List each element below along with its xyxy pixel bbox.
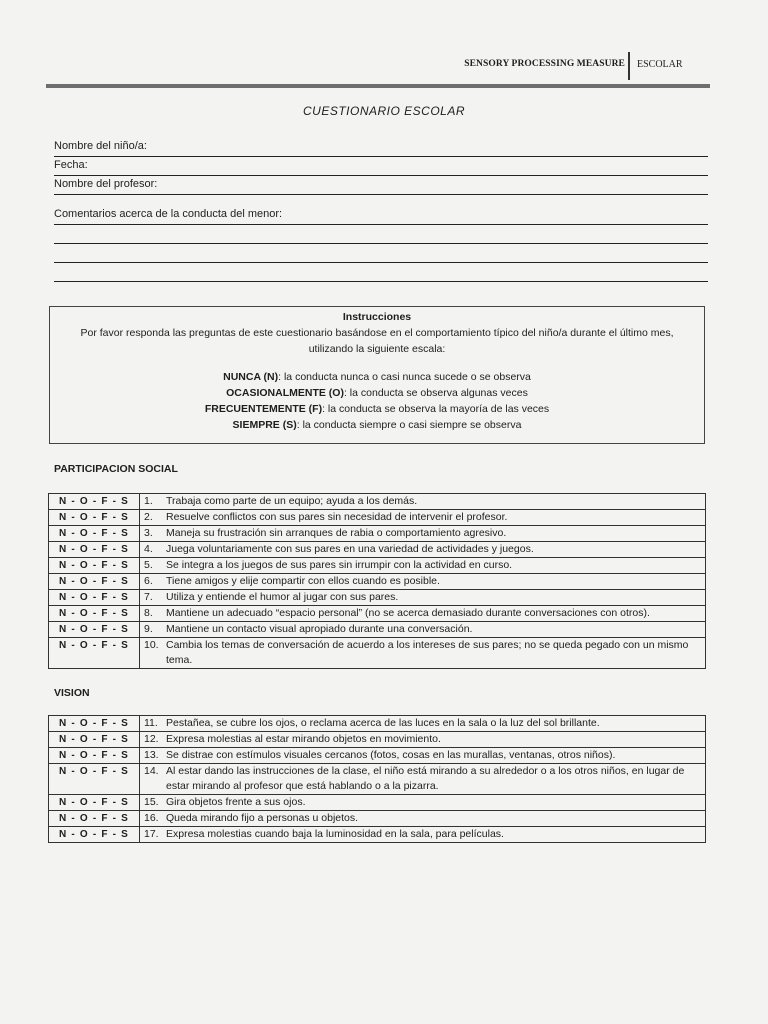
rating-scale-cell[interactable]: N - O - F - S xyxy=(49,811,140,827)
question-cell xyxy=(140,795,706,811)
rating-scale-cell[interactable]: N - O - F - S xyxy=(49,494,140,510)
question-row xyxy=(49,811,706,827)
instructions-title: Instrucciones xyxy=(342,311,412,323)
question-number: 16. xyxy=(144,812,159,824)
question-cell xyxy=(140,811,706,827)
child-name-field[interactable]: Nombre del niño/a: xyxy=(54,138,708,157)
question-cell xyxy=(140,510,706,526)
rating-scale-cell[interactable]: N - O - F - S xyxy=(49,638,140,669)
rating-scale-cell[interactable]: N - O - F - S xyxy=(49,526,140,542)
teacher-name-field[interactable]: Nombre del profesor: xyxy=(54,176,708,195)
instructions-box xyxy=(49,306,705,444)
question-cell xyxy=(140,827,706,843)
question-cell xyxy=(140,526,706,542)
question-cell xyxy=(140,606,706,622)
question-number: 11. xyxy=(144,717,158,729)
question-cell xyxy=(140,638,706,669)
question-number: 15. xyxy=(144,796,159,808)
rating-scale-cell[interactable]: N - O - F - S xyxy=(49,732,140,748)
question-number: 14. xyxy=(144,765,159,777)
question-number: 13. xyxy=(144,749,159,761)
question-row xyxy=(49,606,706,622)
scale-item-frecuentemente: FRECUENTEMENTE (F): la conducta se observa la mayoría de las veces xyxy=(204,403,550,415)
section-title-social: PARTICIPACION SOCIAL xyxy=(54,463,178,475)
question-text: Mantiene un contacto visual apropiado durante una conversación. xyxy=(166,623,473,635)
question-number: 9. xyxy=(144,623,153,635)
page-header xyxy=(0,52,768,84)
rating-scale-cell[interactable]: N - O - F - S xyxy=(49,764,140,795)
question-number: 2. xyxy=(144,511,153,523)
vision-table xyxy=(48,715,706,843)
question-number: 17. xyxy=(144,828,159,840)
question-cell xyxy=(140,732,706,748)
question-cell xyxy=(140,574,706,590)
rating-scale-cell[interactable]: N - O - F - S xyxy=(49,574,140,590)
question-row xyxy=(49,494,706,510)
question-row xyxy=(49,748,706,764)
rating-scale-cell[interactable]: N - O - F - S xyxy=(49,716,140,732)
header-title: SENSORY PROCESSING MEASURE xyxy=(464,59,625,69)
question-row xyxy=(49,526,706,542)
question-number: 5. xyxy=(144,559,153,571)
question-text: Expresa molestias al estar mirando objetos en movimiento. xyxy=(166,733,441,745)
question-text: Expresa molestias cuando baja la luminosidad en la sala, para películas. xyxy=(166,828,504,840)
rating-scale-cell[interactable]: N - O - F - S xyxy=(49,558,140,574)
question-row xyxy=(49,638,706,669)
scale-item-ocasionalmente: OCASIONALMENTE (O): la conducta se observa algunas veces xyxy=(226,387,528,399)
question-text: Cambia los temas de conversación de acuerdo a los intereses de sus pares; no se queda pegado con un mismo tema. xyxy=(166,639,689,666)
rating-scale-cell[interactable]: N - O - F - S xyxy=(49,827,140,843)
rating-scale-cell[interactable]: N - O - F - S xyxy=(49,795,140,811)
question-row xyxy=(49,622,706,638)
question-text: Se distrae con estímulos visuales cercanos (fotos, cosas en las murallas, ventanas, otros niños). xyxy=(166,749,616,761)
question-number: 10. xyxy=(144,639,159,651)
social-participation-table xyxy=(48,493,706,669)
question-cell xyxy=(140,716,706,732)
question-row xyxy=(49,716,706,732)
question-text: Tiene amigos y elije compartir con ellos cuando es posible. xyxy=(166,575,440,587)
comments-line[interactable] xyxy=(54,244,708,263)
header-rule xyxy=(46,84,710,88)
question-cell xyxy=(140,764,706,795)
question-number: 12. xyxy=(144,733,159,745)
question-cell xyxy=(140,748,706,764)
question-cell xyxy=(140,542,706,558)
rating-scale-cell[interactable]: N - O - F - S xyxy=(49,542,140,558)
page-title: CUESTIONARIO ESCOLAR xyxy=(302,104,466,118)
comments-label: Comentarios acerca de la conducta del menor: xyxy=(54,206,708,225)
instructions-text-2: utilizando la siguiente escala: xyxy=(308,343,446,355)
question-text: Al estar dando las instrucciones de la clase, el niño está mirando a su alrededor o a los otros niños, en lugar de estar mirando al profesor que está hablando o a la pizarra. xyxy=(166,765,685,792)
scale-item-nunca: NUNCA (N): la conducta nunca o casi nunca sucede o se observa xyxy=(223,371,531,383)
question-text: Gira objetos frente a sus ojos. xyxy=(166,796,306,808)
question-row xyxy=(49,542,706,558)
question-row xyxy=(49,590,706,606)
comments-line[interactable] xyxy=(54,263,708,282)
question-number: 8. xyxy=(144,607,153,619)
info-fields xyxy=(54,138,708,195)
question-number: 7. xyxy=(144,591,153,603)
rating-scale-cell[interactable]: N - O - F - S xyxy=(49,622,140,638)
question-row xyxy=(49,795,706,811)
question-text: Se integra a los juegos de sus pares sin irrumpir con la actividad en curso. xyxy=(166,559,513,571)
question-row xyxy=(49,827,706,843)
rating-scale-cell[interactable]: N - O - F - S xyxy=(49,748,140,764)
question-text: Juega voluntariamente con sus pares en una variedad de actividades y juegos. xyxy=(166,543,534,555)
question-number: 4. xyxy=(144,543,153,555)
question-row xyxy=(49,558,706,574)
comments-area[interactable] xyxy=(54,206,708,282)
date-field[interactable]: Fecha: xyxy=(54,157,708,176)
question-text: Utiliza y entiende el humor al jugar con sus pares. xyxy=(166,591,399,603)
question-row xyxy=(49,510,706,526)
scale-item-siempre: SIEMPRE (S): la conducta siempre o casi siempre se observa xyxy=(232,419,522,431)
question-text: Queda mirando fijo a personas u objetos. xyxy=(166,812,359,824)
question-cell xyxy=(140,590,706,606)
question-cell xyxy=(140,558,706,574)
rating-scale-cell[interactable]: N - O - F - S xyxy=(49,510,140,526)
question-row xyxy=(49,574,706,590)
question-cell xyxy=(140,494,706,510)
question-text: Resuelve conflictos con sus pares sin necesidad de intervenir el profesor. xyxy=(166,511,508,523)
question-number: 3. xyxy=(144,527,153,539)
instructions-text-1: Por favor responda las preguntas de este cuestionario basándose en el comportamiento típico del niño/a durante el último mes, xyxy=(80,327,674,339)
section-title-vision: VISION xyxy=(54,687,90,699)
header-section: ESCOLAR xyxy=(637,59,683,70)
question-text: Trabaja como parte de un equipo; ayuda a los demás. xyxy=(166,495,418,507)
rating-scale-cell[interactable]: N - O - F - S xyxy=(49,590,140,606)
question-number: 1. xyxy=(144,495,153,507)
question-text: Maneja su frustración sin arranques de rabia o comportamiento agresivo. xyxy=(166,527,507,539)
question-row xyxy=(49,764,706,795)
question-text: Pestañea, se cubre los ojos, o reclama acerca de las luces en la sala o la luz del sol brillante. xyxy=(166,717,600,729)
question-text: Mantiene un adecuado “espacio personal” (no se acerca demasiado durante conversaciones con otros). xyxy=(166,607,650,619)
comments-line[interactable] xyxy=(54,225,708,244)
rating-scale-cell[interactable]: N - O - F - S xyxy=(49,606,140,622)
scale-legend xyxy=(50,369,704,433)
question-number: 6. xyxy=(144,575,153,587)
question-row xyxy=(49,732,706,748)
question-cell xyxy=(140,622,706,638)
header-divider xyxy=(628,52,630,80)
